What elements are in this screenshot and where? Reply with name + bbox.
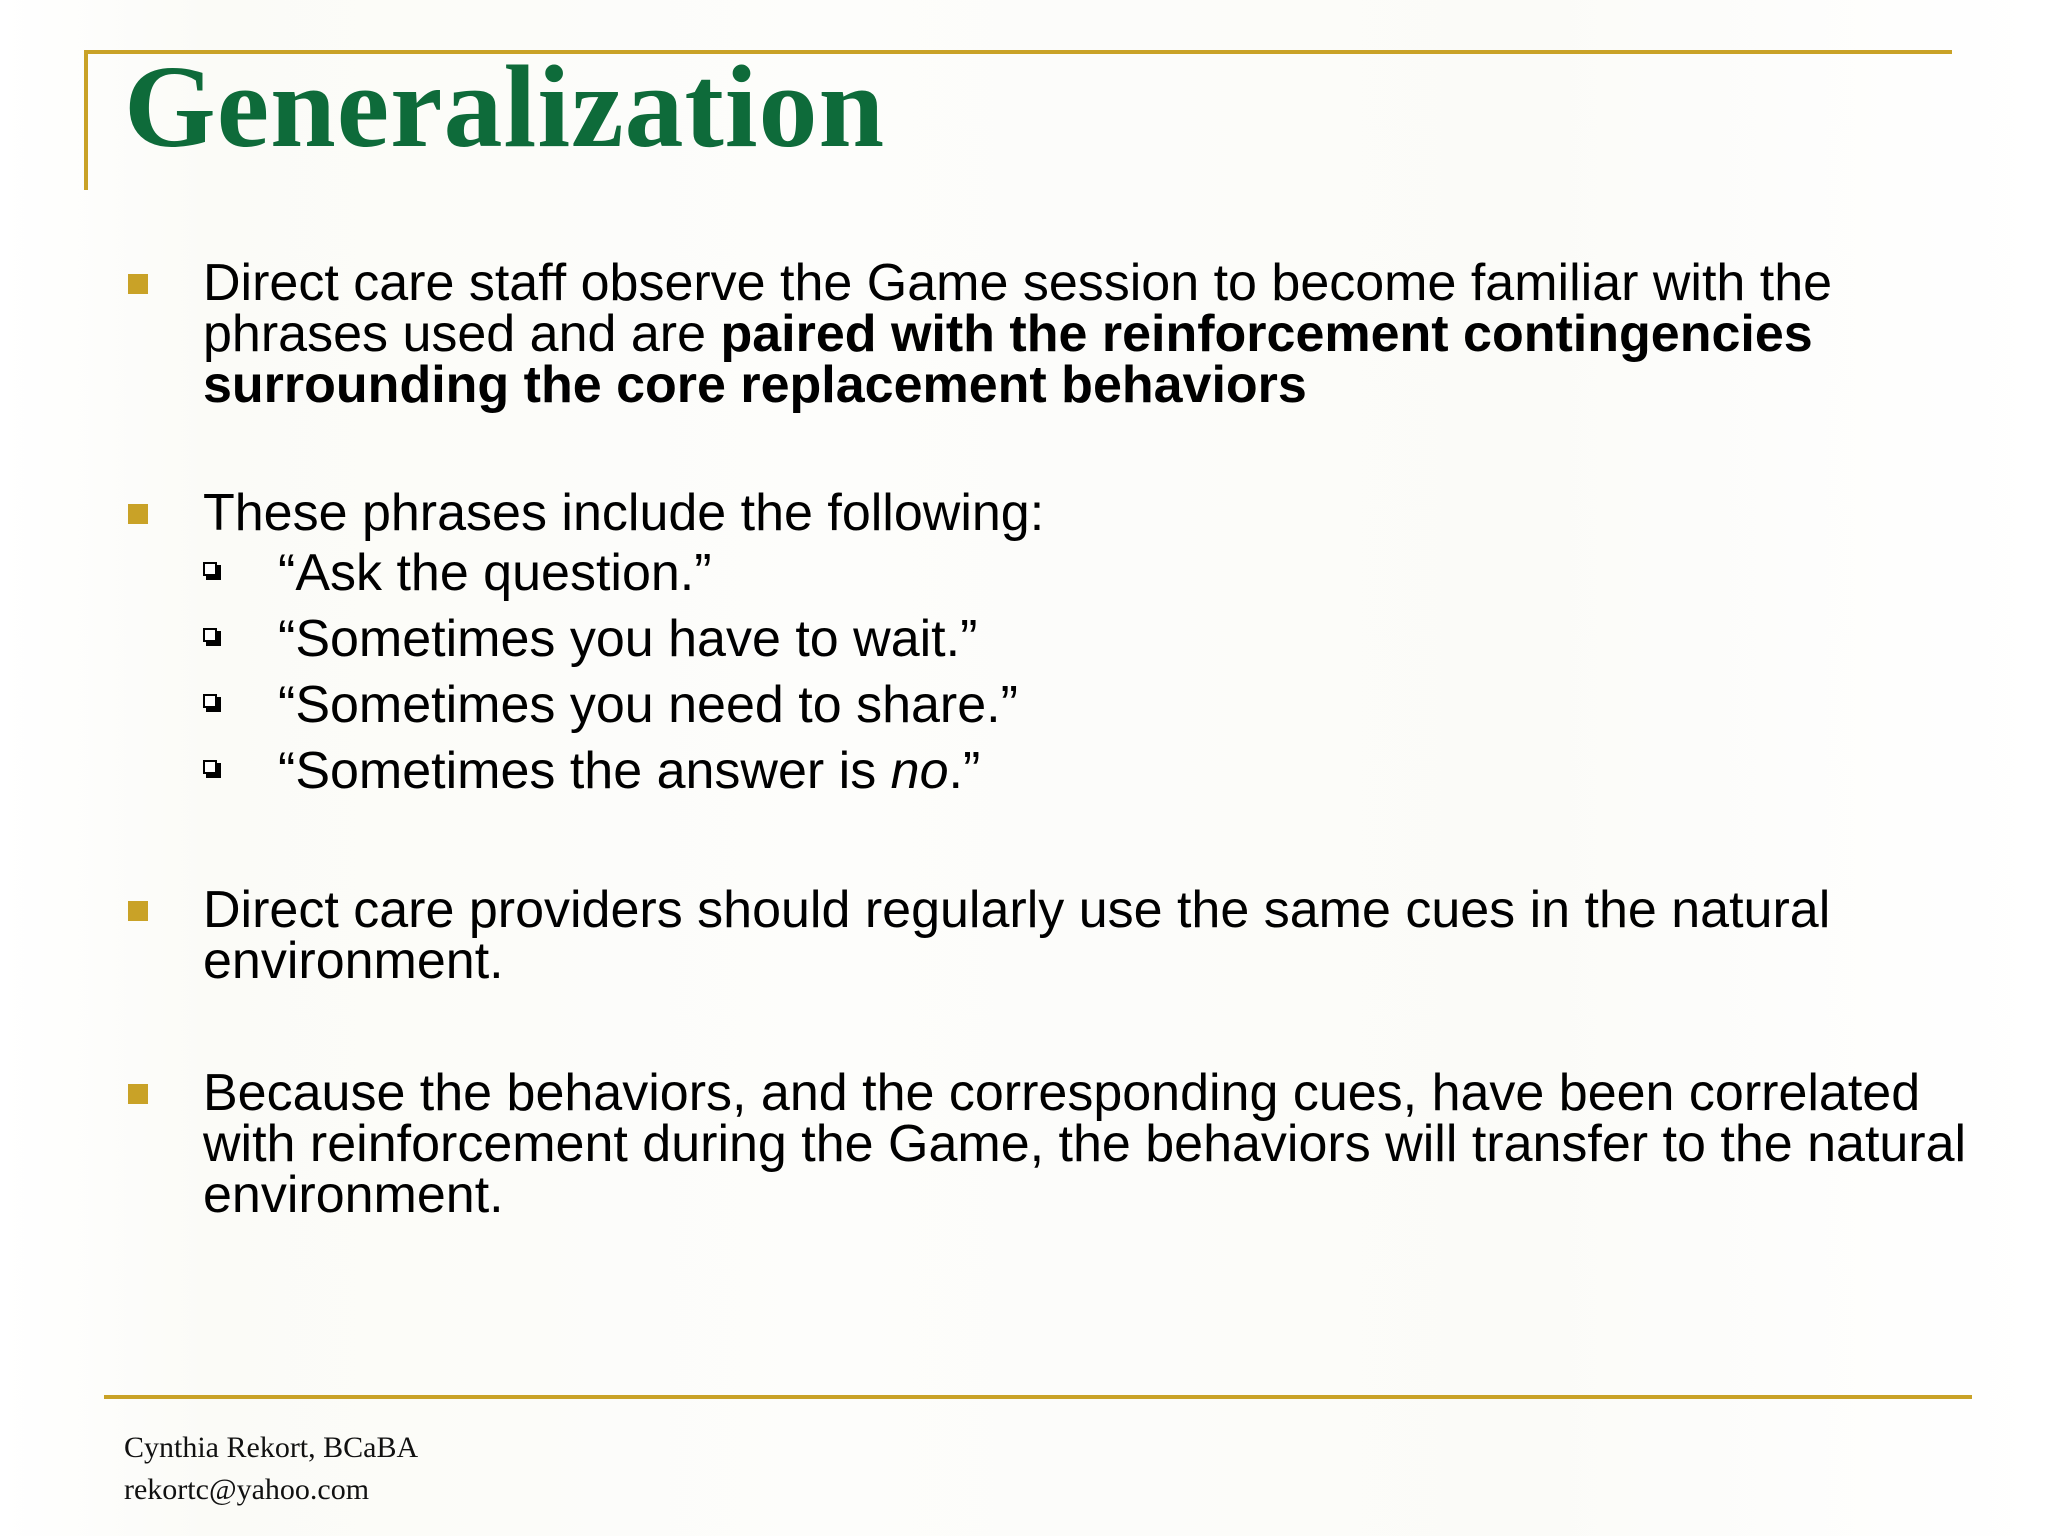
bullet-text-3 xyxy=(203,881,2023,990)
phrase-text-4-italic: no xyxy=(890,742,949,800)
footer-author: Cynthia Rekort, BCaBA xyxy=(124,1431,419,1464)
bullet-text-1-part-1: Direct care staff observe the Game session to become familiar with the phrases used and are xyxy=(203,254,1833,363)
bullet-text-2-part-1: These phrases include the following: xyxy=(203,484,1045,542)
gold-square-icon xyxy=(128,504,148,524)
phrase-item-3 xyxy=(203,672,1903,738)
hollow-square-icon xyxy=(203,560,223,582)
bullet-text-1 xyxy=(203,254,2023,414)
gold-square-icon xyxy=(128,274,148,294)
footer-rule xyxy=(104,1395,1972,1399)
phrase-text-2: “Sometimes you have to wait.” xyxy=(278,610,978,668)
phrase-item-1 xyxy=(203,540,1903,606)
slide-title: Generalization xyxy=(124,41,886,172)
hollow-square-icon xyxy=(203,692,223,714)
phrase-text-4: “Sometimes the answer is no.” xyxy=(278,742,981,800)
phrase-item-4 xyxy=(203,738,1903,804)
bullet-text-2 xyxy=(203,484,2023,542)
bullet-text-4 xyxy=(203,1064,2023,1224)
footer-email: rekortc@yahoo.com xyxy=(124,1473,370,1506)
phrase-text-3: “Sometimes you need to share.” xyxy=(278,676,1018,734)
phrase-item-2 xyxy=(203,606,1903,672)
bullet-text-1-bold: paired with the reinforcement contingencies surrounding the core replacement behaviors xyxy=(203,305,1813,414)
bullet-text-3-part-1: Direct care providers should regularly use the same cues in the natural environment. xyxy=(203,881,1831,990)
gold-square-icon xyxy=(128,1084,148,1104)
gold-square-icon xyxy=(128,901,148,921)
bullet-text-4-part-1: Because the behaviors, and the corresponding cues, have been correlated with reinforcement during the Game, the behaviors will transfer to the natural environment. xyxy=(203,1064,1967,1224)
hollow-square-icon xyxy=(203,626,223,648)
phrase-text-1: “Ask the question.” xyxy=(278,544,712,602)
hollow-square-icon xyxy=(203,758,223,780)
